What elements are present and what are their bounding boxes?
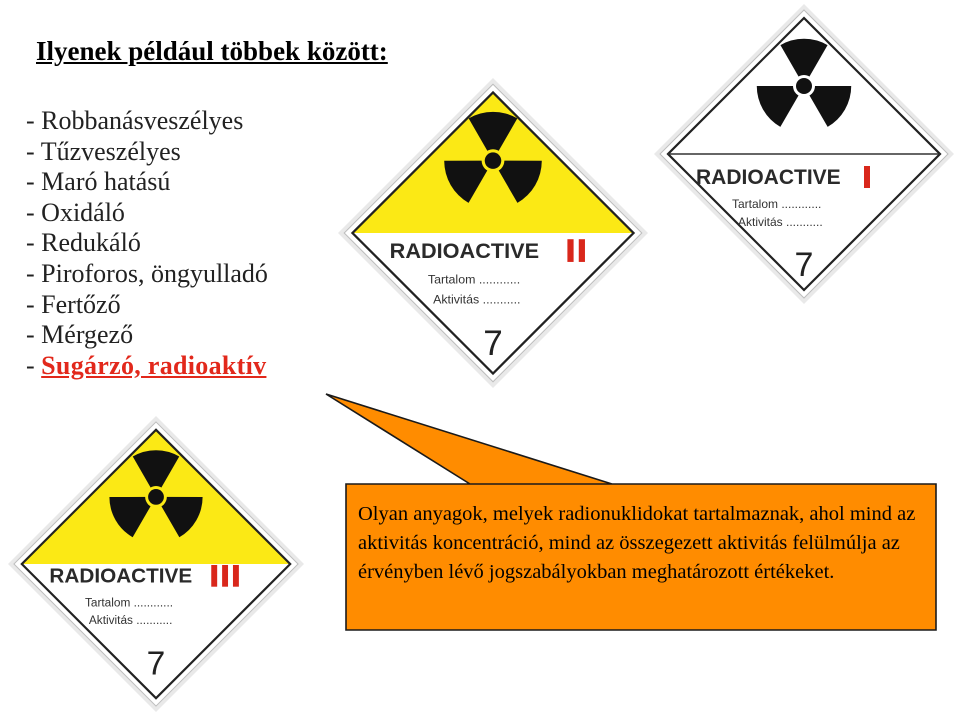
label-contents: Tartalom ............: [427, 272, 521, 287]
list-item: - Maró hatású: [26, 167, 171, 197]
list-item: - Redukáló: [26, 228, 141, 258]
label-title: RADIOACTIVE: [696, 166, 841, 189]
label-contents: Tartalom ............: [732, 197, 822, 211]
label-activity: Aktivitás ...........: [88, 613, 173, 628]
list-item: - Robbanásveszélyes: [26, 106, 244, 135]
label-activity: Aktivitás ...........: [738, 215, 823, 229]
label-title: RADIOACTIVE: [389, 237, 540, 263]
label-activity: Aktivitás ...........: [433, 292, 521, 307]
list-item: - Mérgező: [26, 320, 134, 350]
highlighted-hazard-link: Sugárzó, radioaktív: [41, 350, 267, 380]
list-item: - Oxidáló: [26, 197, 125, 227]
list-item-highlighted: - Sugárzó, radioaktív: [26, 350, 267, 380]
page-title: Ilyenek például többek között:: [36, 36, 388, 66]
label-contents: Tartalom ............: [84, 595, 174, 610]
label-title: RADIOACTIVE: [49, 564, 193, 588]
label-class-number: 7: [483, 323, 503, 363]
callout-text: Olyan anyagok, melyek radionuklidokat tartalmaznak, ahol mind az aktivitás koncentráció, mind az összegezett aktivitás felülmúlja az érvényben lévő jogszabályokban meghatározott értékeket.: [358, 503, 916, 583]
list-item: - Fertőző: [26, 289, 121, 319]
list-item: - Tűzveszélyes: [26, 136, 181, 166]
list-item: - Piroforos, öngyulladó: [26, 258, 268, 288]
label-class-number: 7: [146, 645, 166, 683]
label-class-number: 7: [794, 246, 814, 284]
